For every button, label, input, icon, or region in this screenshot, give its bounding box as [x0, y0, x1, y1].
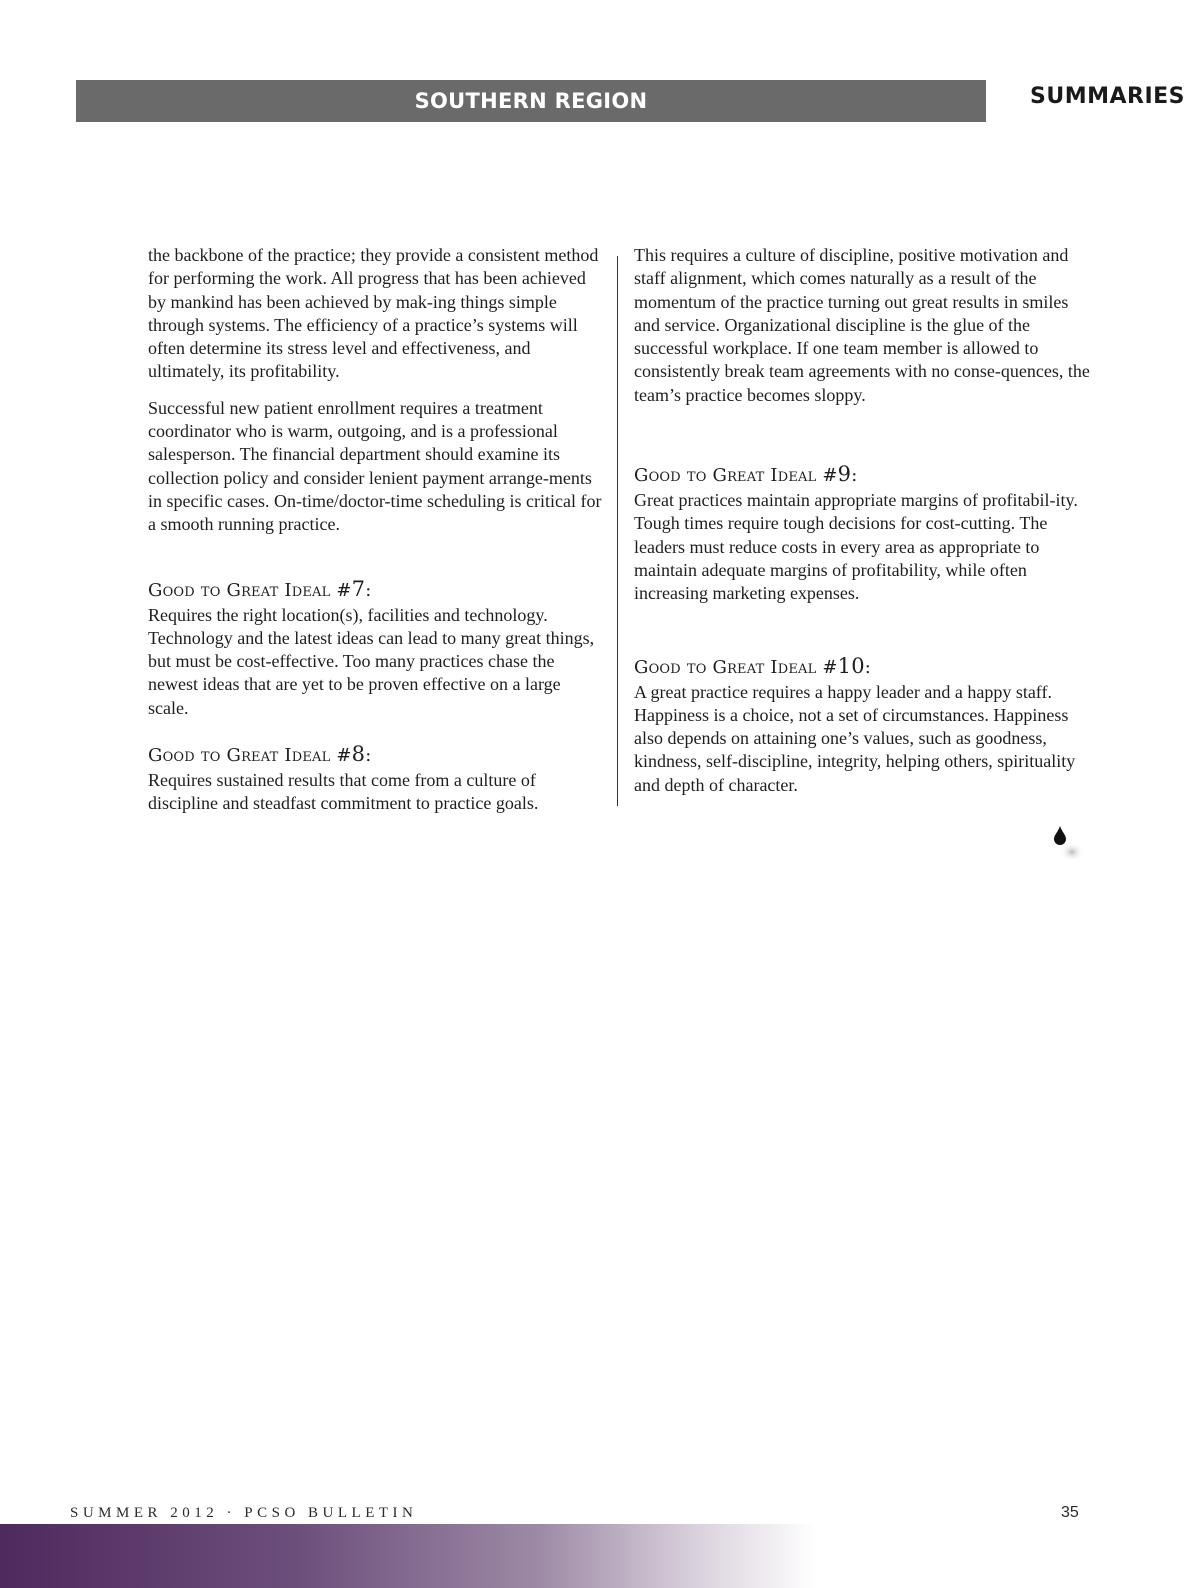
ideal-9-heading: Good to Great Ideal #9: — [634, 462, 858, 487]
region-title: SOUTHERN REGION — [414, 89, 648, 113]
ideal-8-text: Requires sustained results that come from a culture of discipline and steadfast commitment to practice goals. — [148, 770, 539, 814]
footer-gradient-band — [0, 1524, 1200, 1588]
ideal-10-text: A great practice requires a happy leader and a happy staff. Happiness is a choice, not a set of circumstances. Happiness also depends on attaining one’s values, such as goodness, kindness, self-discipline, integrity, helping others, spirituality and depth of character. — [634, 681, 1076, 795]
ideal-7-text: Requires the right location(s), facilities and technology. Technology and the latest ideas can lead to many great things, but must be cost-effective. Too many practices chase the newest ideas that are yet to be proven effective on a large scale. — [148, 604, 595, 718]
footer-publication: SUMMER 2012 · PCSO BULLETIN — [70, 1505, 418, 1521]
column-divider — [617, 256, 618, 806]
page-number: 35 — [1061, 1504, 1079, 1521]
ideal-8-heading: Good to Great Ideal #8: — [148, 742, 372, 767]
left-column — [148, 244, 602, 816]
drop-icon — [1052, 824, 1086, 864]
ideal-10-heading: Good to Great Ideal #10: — [634, 653, 872, 678]
right-paragraph-1: This requires a culture of discipline, positive motivation and staff alignment, which comes naturally as a result of the momentum of the practice turning out great results in smiles and service. Organizational discipline is the glue of the successful workplace. If one team member is allowed to consistently break team agreements with no conse-quences, the team’s practice becomes sloppy. — [634, 245, 1090, 405]
section-label: SUMMARIES — [1030, 84, 1186, 109]
ideal-7-heading: Good to Great Ideal #7: — [148, 576, 372, 601]
ideal-9-text: Great practices maintain appropriate margins of profitabil-ity. Tough times require tough decisions for cost-cutting. The leaders must reduce costs in every area as appropriate to maintain adequate margins of profitability, while often increasing marketing expenses. — [634, 490, 1078, 604]
region-header-bar — [76, 80, 986, 122]
right-column — [634, 244, 1094, 797]
left-paragraph-2: Successful new patient enrollment requires a treatment coordinator who is warm, outgoing, and is a professional salesperson. The financial department should examine its collection policy and consider lenient payment arrange-ments in specific cases. On-time/doctor-time scheduling is critical for a smooth running practice. — [148, 397, 602, 535]
left-paragraph-1: the backbone of the practice; they provide a consistent method for performing the work. All progress that has been achieved by mankind has been achieved by mak-ing things simple through systems. The efficiency of a practice’s systems will often determine its stress level and effectiveness, and ultimately, its profitability. — [148, 245, 599, 382]
